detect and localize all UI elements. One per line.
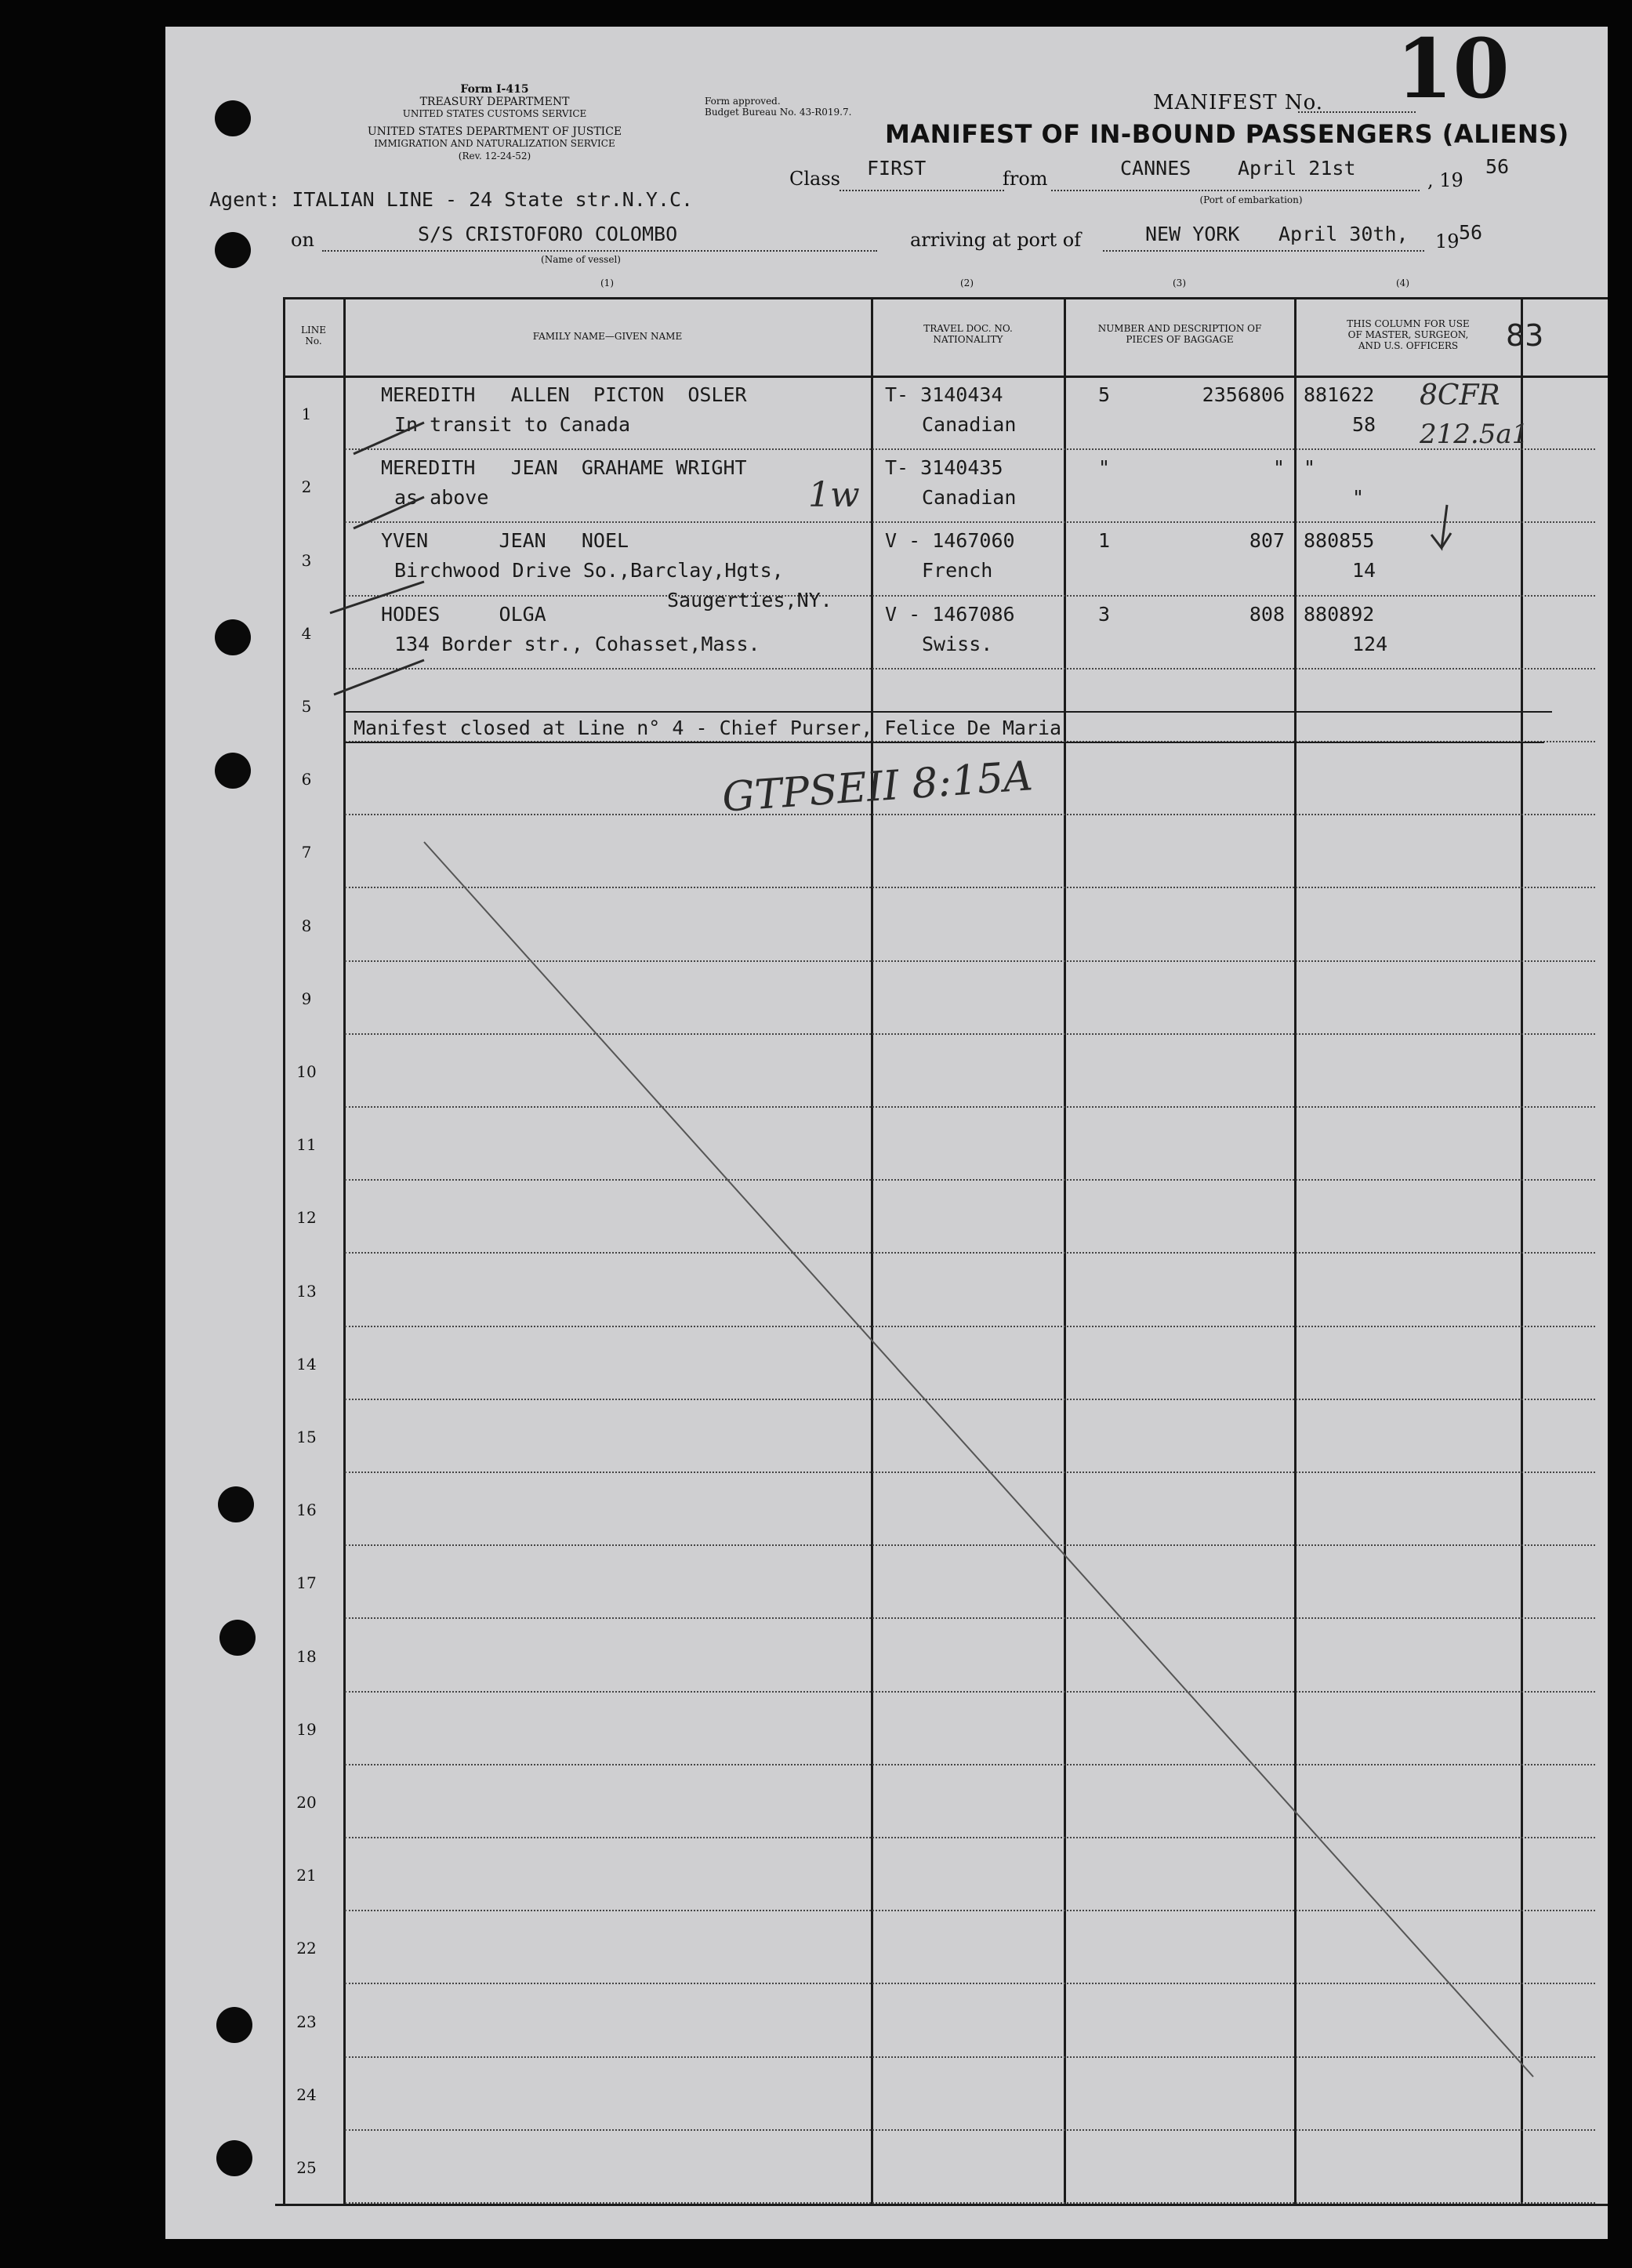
- punch-hole: [219, 1620, 256, 1656]
- arriving-label: arriving at port of: [910, 229, 1082, 251]
- line-number: 6: [301, 770, 312, 789]
- officer-value: 14: [1352, 559, 1376, 582]
- header-officer-text-3: AND U.S. OFFICERS: [1358, 340, 1459, 351]
- handwritten-note-3: 1w: [808, 475, 860, 515]
- line-number: 15: [296, 1428, 317, 1446]
- col-num-3: (3): [1173, 278, 1186, 288]
- travel-doc-number: V - 1467086: [885, 603, 1015, 626]
- manifest-label: MANIFEST No.: [1153, 91, 1324, 114]
- passenger-name: YVEN JEAN NOEL: [381, 529, 629, 552]
- officer-number: 880855: [1304, 529, 1375, 552]
- arriving-date: April 30th,: [1278, 223, 1409, 245]
- passenger-name: MEREDITH JEAN GRAHAME WRIGHT: [381, 456, 747, 479]
- line-number: 3: [301, 551, 312, 570]
- baggage-pieces: 1: [1098, 529, 1111, 552]
- line-number: 7: [301, 843, 312, 862]
- line-number: 20: [296, 1793, 317, 1812]
- line-number: 2: [301, 477, 312, 496]
- line-number: 8: [301, 916, 312, 935]
- line-number: 18: [296, 1647, 317, 1666]
- line-number: 22: [296, 1939, 317, 1958]
- officer-value: 124: [1352, 633, 1388, 655]
- manifest-sheet: [165, 27, 1608, 2239]
- justice-dept: UNITED STATES DEPARTMENT OF JUSTICE: [367, 125, 622, 138]
- handwritten-note-2: 212.5a1: [1420, 419, 1529, 450]
- passenger-note: as above: [394, 486, 489, 509]
- line-number: 25: [296, 2158, 317, 2177]
- header-baggage-text-2: PIECES OF BAGGAGE: [1126, 334, 1234, 345]
- officer-number: 880892: [1304, 603, 1375, 626]
- punch-hole: [216, 2007, 252, 2043]
- revision-date: (Rev. 12-24-52): [458, 151, 531, 161]
- from-label: from: [1003, 168, 1048, 190]
- handwritten-marks: [165, 27, 1608, 2239]
- punch-hole: [215, 232, 251, 268]
- baggage-number: 2356806: [1202, 383, 1285, 406]
- line-number: 21: [296, 1866, 317, 1885]
- vessel-caption: (Name of vessel): [541, 254, 621, 265]
- line-number: 9: [301, 989, 312, 1008]
- punch-hole: [215, 753, 251, 789]
- nationality: Swiss.: [922, 633, 993, 655]
- line-number: 23: [296, 2012, 317, 2031]
- year-value-2: 56: [1459, 221, 1483, 244]
- year-prefix-2: 19: [1435, 230, 1460, 252]
- nationality: French: [922, 559, 993, 582]
- punch-hole: [215, 619, 251, 655]
- header-officer-text-2: OF MASTER, SURGEON,: [1347, 329, 1469, 340]
- officer-number: 881622: [1304, 383, 1375, 406]
- punch-hole: [218, 1486, 254, 1522]
- baggage-number: 807: [1249, 529, 1285, 552]
- officer-value: 58: [1352, 413, 1376, 436]
- header-doc-text: TRAVEL DOC. NO.: [923, 323, 1013, 334]
- class-label: Class: [789, 168, 840, 190]
- baggage-pieces: 3: [1098, 603, 1111, 626]
- baggage-pieces: 5: [1098, 383, 1111, 406]
- travel-doc-number: T- 3140434: [885, 383, 1003, 406]
- handwritten-note-1: 8CFR: [1420, 379, 1500, 412]
- line-number: 13: [296, 1282, 317, 1301]
- budget-bureau: Budget Bureau No. 43-R019.7.: [705, 107, 852, 118]
- manifest-number: 10: [1396, 27, 1510, 117]
- page-count: 83: [1506, 318, 1544, 353]
- nationality: Canadian: [922, 413, 1017, 436]
- vessel-name: S/S CRISTOFORO COLOMBO: [418, 223, 678, 245]
- line-number: 4: [301, 624, 312, 643]
- header-officer-text-1: THIS COLUMN FOR USE: [1347, 318, 1470, 329]
- port-caption: (Port of embarkation): [1199, 194, 1303, 205]
- form-number: Form I-415: [460, 83, 529, 96]
- baggage-pieces: ": [1098, 456, 1111, 479]
- line-number: 17: [296, 1573, 317, 1592]
- year-value-1: 56: [1485, 155, 1510, 178]
- col-num-2: (2): [960, 278, 974, 288]
- officer-number: ": [1304, 456, 1316, 479]
- treasury-dept: TREASURY DEPARTMENT: [419, 96, 570, 108]
- nationality: Canadian: [922, 486, 1017, 509]
- line-number: 1: [301, 405, 312, 423]
- passenger-note: Birchwood Drive So.,Barclay,Hgts,: [394, 559, 784, 582]
- year-prefix-1: , 19: [1427, 169, 1463, 191]
- punch-hole: [215, 100, 251, 136]
- from-date: April 21st: [1238, 157, 1356, 180]
- customs-service: UNITED STATES CUSTOMS SERVICE: [402, 108, 587, 119]
- passenger-note: In transit to Canada: [394, 413, 631, 436]
- line-number: 16: [296, 1501, 317, 1519]
- header-family-name: FAMILY NAME—GIVEN NAME: [532, 331, 683, 342]
- header-nationality-text: NATIONALITY: [933, 334, 1003, 345]
- closing-note: Manifest closed at Line n° 4 - Chief Purser, Felice De Maria: [354, 717, 1062, 739]
- arriving-port: NEW YORK: [1145, 223, 1240, 245]
- agent-line: Agent: ITALIAN LINE - 24 State str.N.Y.C.: [209, 188, 694, 211]
- punch-hole: [216, 2140, 252, 2176]
- passenger-note-2: Saugerties,NY.: [667, 589, 832, 611]
- passenger-name: MEREDITH ALLEN PICTON OSLER: [381, 383, 747, 406]
- handwritten-stamp: GTPSEII 8:15A: [720, 753, 1035, 822]
- line-number: 10: [296, 1062, 317, 1081]
- header-line-text: LINE: [301, 325, 326, 336]
- line-number: 12: [296, 1208, 317, 1227]
- header-baggage-text-1: NUMBER AND DESCRIPTION OF: [1097, 323, 1262, 334]
- class-value: FIRST: [867, 157, 927, 180]
- passenger-name: HODES OLGA: [381, 603, 546, 626]
- baggage-number: 808: [1249, 603, 1285, 626]
- travel-doc-number: T- 3140435: [885, 456, 1003, 479]
- passenger-note: 134 Border str., Cohasset,Mass.: [394, 633, 760, 655]
- line-number: 5: [301, 697, 312, 716]
- line-number: 14: [296, 1355, 317, 1374]
- form-approved: Form approved.: [705, 96, 781, 107]
- line-number: 24: [296, 2085, 317, 2104]
- manifest-title: MANIFEST OF IN-BOUND PASSENGERS (ALIENS): [885, 119, 1569, 149]
- line-number: 11: [296, 1135, 317, 1154]
- baggage-number: ": [1272, 456, 1285, 479]
- header-no-text: No.: [305, 336, 322, 347]
- line-number: 19: [296, 1720, 317, 1739]
- on-label: on: [291, 229, 314, 251]
- immigration-service: IMMIGRATION AND NATURALIZATION SERVICE: [374, 138, 615, 149]
- officer-value: ": [1352, 486, 1365, 509]
- travel-doc-number: V - 1467060: [885, 529, 1015, 552]
- col-num-1: (1): [600, 278, 614, 288]
- from-value: CANNES: [1120, 157, 1191, 180]
- col-num-4: (4): [1396, 278, 1409, 288]
